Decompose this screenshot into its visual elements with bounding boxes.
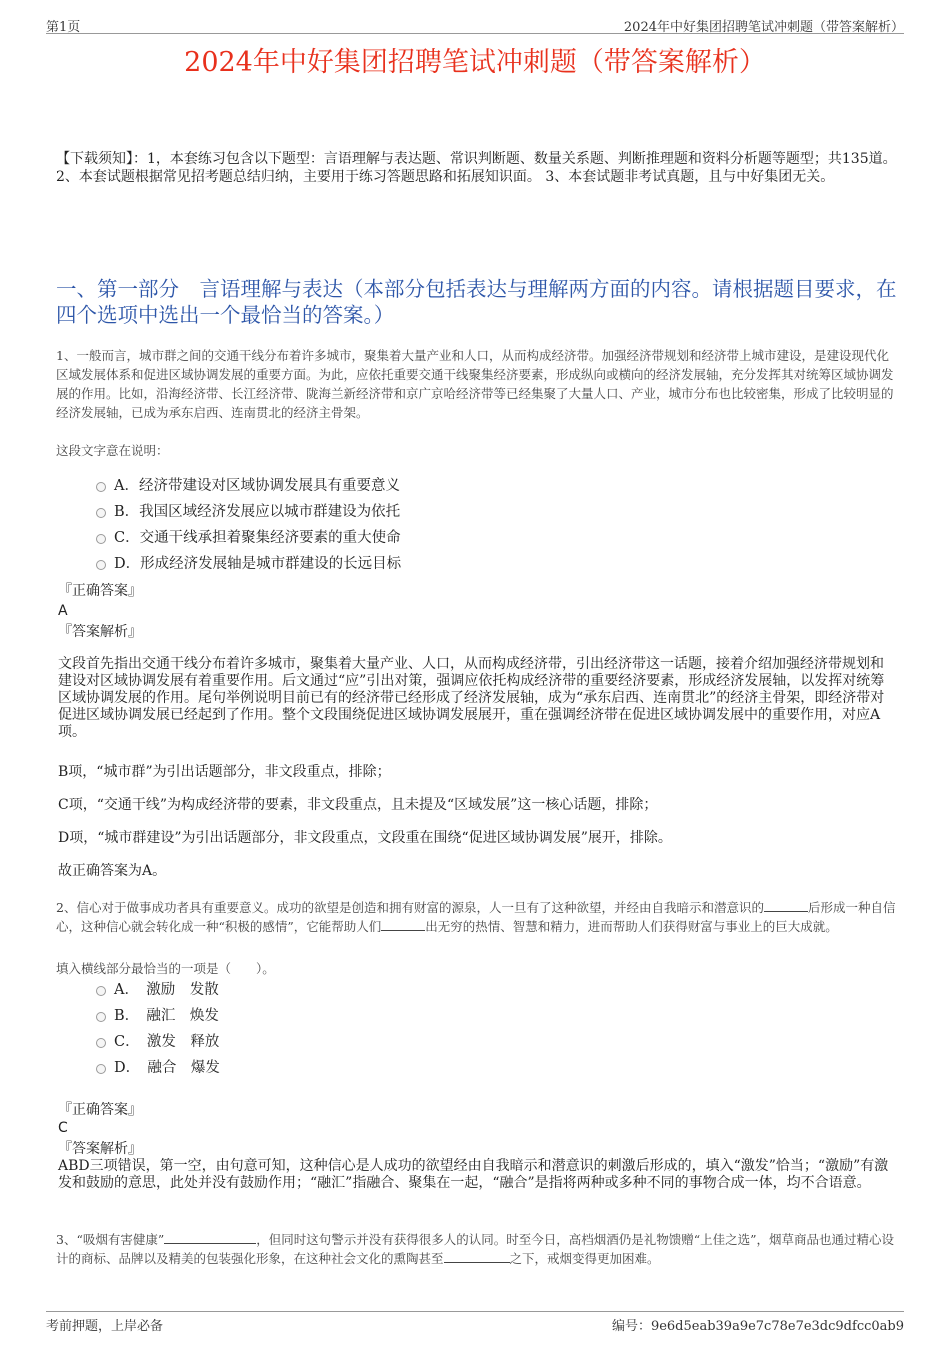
q3-text-part2: ，但同时这句警示并没有获得很多人的认同。时至今日，高档烟酒仍是礼物馈赠“上佳之选”，烟草商品也通过精心设计的商标、品牌以及精美的包装强化形象，在这种社会文化的熏陶甚至 <box>56 1232 895 1266</box>
fill-blank <box>444 1251 510 1263</box>
document-title: 2024年中好集团招聘笔试冲刺题（带答案解析） <box>184 47 766 78</box>
q1-analysis-conclusion: 故正确答案为A。 <box>58 863 167 879</box>
q2-option-c[interactable] <box>96 1029 220 1055</box>
question-1-stem: 这段文字意在说明： <box>56 443 169 458</box>
q1-analysis-main: 文段首先指出交通干线分布着许多城市，聚集着大量产业、人口，从而构成经济带，引出经济带这一话题，接着介绍加强经济带规划和建设对区域协调发展有着重要作用。后文通过“应”引出对策，强调应依托构成经济带的重要经济要素，形成经济发展轴，以发挥对统筹区域协调发展的作用。尾句举例说明目前已有的经济带已经形成了经济发展轴，成为“承东启西、连南贯北”的经济主骨架，即经济带对促进区域协调发展已经起到了作用。整个文段围绕促进区域协调发展展开，重在强调经济带在促进区域协调发展中的重要作用，对应A项。 <box>58 656 885 740</box>
option-label: A． 激励 发散 <box>114 982 219 998</box>
q1-analysis-label: 『答案解析』 <box>58 624 142 640</box>
question-2-stem: 填入横线部分最恰当的一项是（ ）。 <box>56 961 275 976</box>
footer-slogan: 考前押题，上岸必备 <box>46 1319 164 1334</box>
radio-button-icon[interactable] <box>96 560 106 570</box>
fill-blank <box>164 1232 256 1244</box>
q3-text-part1: 3、“吸烟有害健康” <box>56 1232 165 1247</box>
radio-button-icon[interactable] <box>96 986 106 996</box>
question-1-text: 1、一般而言，城市群之间的交通干线分布着许多城市，聚集着大量产业和人口，从而构成经济带。加强经济带规划和经济带上城市建设，是建设现代化区域发展体系和促进区域协调发展的重要方面。为此，应依托重要交通干线聚集经济要素，形成纵向或横向的经济发展轴，充分发挥其对统筹区域协调发展的作用。比如，沿海经济带、长江经济带、陇海兰新经济带和京广京哈经济带等已经集聚了大量人口、产业，城市分布也比较密集，形成了比较明显的经济发展轴，已成为承东启西、连南贯北的经济主骨架。 <box>56 348 894 420</box>
header-doc-title: 2024年中好集团招聘笔试冲刺题（带答案解析） <box>623 20 904 35</box>
radio-button-icon[interactable] <box>96 534 106 544</box>
q1-option-b[interactable] <box>96 499 401 525</box>
q1-option-a[interactable] <box>96 473 401 499</box>
q2-option-a[interactable] <box>96 977 220 1003</box>
option-label: C． 激发 释放 <box>114 1034 220 1050</box>
radio-button-icon[interactable] <box>96 482 106 492</box>
radio-button-icon[interactable] <box>96 1038 106 1048</box>
q2-analysis-label: 『答案解析』 <box>58 1141 142 1157</box>
option-label: B． 融汇 焕发 <box>114 1008 219 1024</box>
radio-button-icon[interactable] <box>96 508 106 518</box>
option-label: B．我国区域经济发展应以城市群建设为依托 <box>114 504 401 520</box>
q1-option-c[interactable] <box>96 525 401 551</box>
q1-analysis-d: D项，“城市群建设”为引出话题部分，非文段重点，文段重在围绕“促进区域协调发展”展开，排除。 <box>58 830 672 846</box>
option-label: D． 融合 爆发 <box>114 1060 220 1076</box>
download-notice: 【下载须知】：1，本套练习包含以下题型：言语理解与表达题、常识判断题、数量关系题、判断推理题和资料分析题等题型；共135道。 2、本套试题根据常见招考题总结归纳，主要用于练习答题思路和拓展知识面。 3、本套试题非考试真题，且与中好集团无关。 <box>56 151 897 185</box>
q1-option-d[interactable] <box>96 551 401 577</box>
option-label: D．形成经济发展轴是城市群建设的长远目标 <box>114 556 402 572</box>
q2-text-part1: 2、信心对于做事成功者具有重要意义。成功的欲望是创造和拥有财富的源泉，人一旦有了这种欲望，并经由自我暗示和潜意识的 <box>56 900 764 915</box>
question-3-text <box>56 1230 898 1268</box>
page-header <box>46 14 904 34</box>
q2-text-part3: 出无穷的热情、智慧和精力，进而帮助人们获得财富与事业上的巨大成就。 <box>425 919 838 934</box>
q2-analysis: ABD三项错误，第一空，由句意可知，这种信心是人成功的欲望经由自我暗示和潜意识的刺激后形成的，填入“激发”恰当；“激励”有激发和鼓励的意思，此处并没有鼓励作用；“融汇”指融合、聚集在一起，“融合”是指将两种或多种不同的事物合成一体，均不合语意。 <box>58 1158 889 1191</box>
q1-analysis-b: B项，“城市群”为引出话题部分，非文段重点，排除； <box>58 764 391 780</box>
q2-text-part2: 后形成一种自信心，这种信心就会转化成一种“积极的感情”，它能帮助人们 <box>56 900 896 934</box>
q1-answer: A <box>58 603 68 619</box>
q1-answer-label: 『正确答案』 <box>58 583 142 599</box>
question-2-options <box>96 977 220 1081</box>
footer-doc-id: 编号：9e6d5eab39a9e7c78e7e3dc9dfcc0ab9 <box>611 1319 904 1334</box>
radio-button-icon[interactable] <box>96 1064 106 1074</box>
section-heading: 一、第一部分 言语理解与表达（本部分包括表达与理解两方面的内容。请根据题目要求，在四个选项中选出一个最恰当的答案。） <box>56 277 897 327</box>
page-number: 第1页 <box>46 20 81 35</box>
q2-option-d[interactable] <box>96 1055 220 1081</box>
q2-option-b[interactable] <box>96 1003 220 1029</box>
fill-blank <box>381 919 425 931</box>
q1-analysis-c: C项，“交通干线”为构成经济带的要素，非文段重点，且未提及“区域发展”这一核心话题，排除； <box>58 797 658 813</box>
question-2-text <box>56 898 898 936</box>
fill-blank <box>764 900 808 912</box>
q2-answer: C <box>58 1120 68 1136</box>
question-1-options <box>96 473 401 577</box>
option-label: A．经济带建设对区域协调发展具有重要意义 <box>114 478 400 494</box>
option-label: C．交通干线承担着聚集经济要素的重大使命 <box>114 530 401 546</box>
radio-button-icon[interactable] <box>96 1012 106 1022</box>
page-footer <box>46 1311 904 1333</box>
q2-answer-label: 『正确答案』 <box>58 1102 142 1118</box>
q3-text-part3: 之下，戒烟变得更加困难。 <box>509 1251 660 1266</box>
